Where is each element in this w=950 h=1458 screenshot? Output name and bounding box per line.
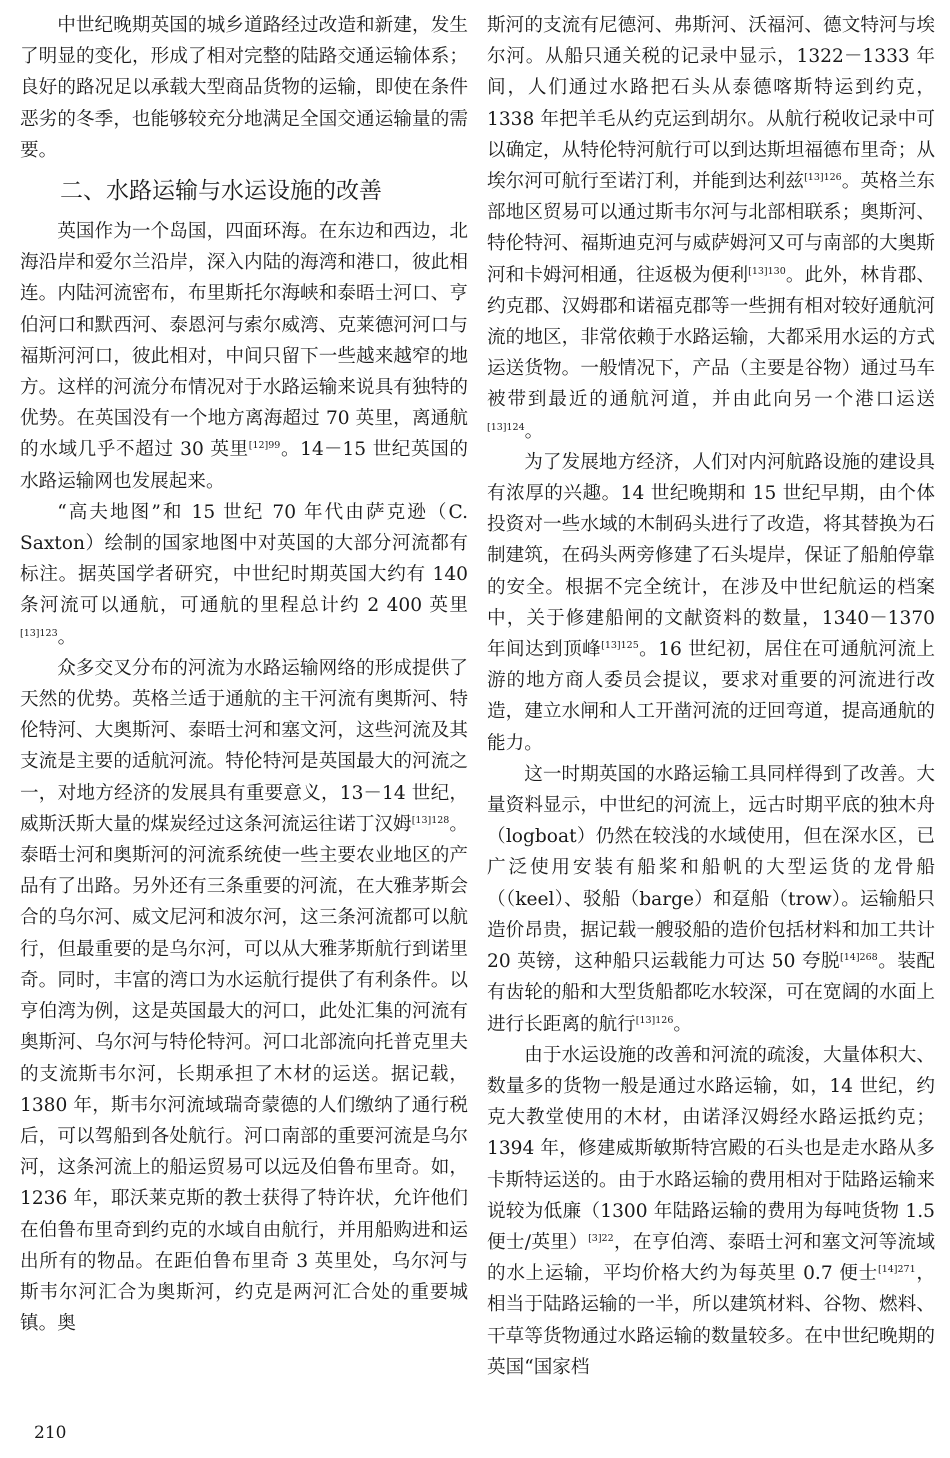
right-column <box>487 10 935 1383</box>
paragraph-ouse-tributaries: 斯河的支流有尼德河、弗斯河、沃福河、德文特河与埃尔河。从船只通关税的记录中显示，1322－1333 年间，人们通过水路把石头从泰德喀斯特运到约克，1338 年把羊毛从约克运到胡尔。从航行税收记录中可以确定，从特伦特河航行可以到达斯坦福德布里奇；从埃尔河可航行至诺汀利，并能到达利兹$^{[13]126}$。英格兰东部地区贸易可以通过斯韦尔河与北部相联系；奥斯河、特伦特河、福斯迪克河与威萨姆河又可与南部的大奥斯河和卡姆河相通，往返极为便利$^{[13]130}$。此外，林肯郡、约克郡、汉姆郡和诺福克郡等一些拥有相对较好通航河流的地区，非常依赖于水路运输，大都采用水运的方式运送货物。一般情况下，产品（主要是谷物）通过马车被带到最近的通航河道，并由此向另一个港口运送$^{[13]124}$。 <box>487 15 935 442</box>
citation: [13]130 <box>748 265 786 277</box>
citation: [13]126 <box>804 172 842 184</box>
paragraph-maps: “高夫地图”和 15 世纪 70 年代由萨克逊（C. Saxton）绘制的国家地图中对英国的大部分河流都有标注。据英国学者研究，中世纪时期英国大约有 140 条河流可以通航，可通航的里程总计约 2 400 英里$^{[13]123}$。 <box>20 501 468 648</box>
citation: [3]22 <box>588 1232 614 1244</box>
citation: [13]123 <box>20 627 58 639</box>
paragraph-river-network: 众多交叉分布的河流为水路运输网络的形成提供了天然的优势。英格兰适于通航的主干河流有奥斯河、特伦特河、大奥斯河、泰晤士河和塞文河，这些河流及其支流是主要的适航河流。特伦特河是英国最大的河流之一，对地方经济的发展具有重要意义，13－14 世纪，威斯沃斯大量的煤炭经过这条河流运往诺丁汉姆$^{[13]128}$。泰晤士河和奥斯河的河流系统使一些主要农业地区的产品有了出路。另外还有三条重要的河流，在大雅茅斯会合的乌尔河、威文尼河和波尔河，这三条河流都可以航行，但最重要的是乌尔河，可以从大雅茅斯航行到诺里奇。同时，丰富的湾口为水运航行提供了有利条件。以亨伯湾为例，这是英国最大的河口，此处汇集的河流有奥斯河、乌尔河与特伦特河。河口北部流向托普克里夫的支流斯韦尔河，长期承担了木材的运送。据记载，1380 年，斯韦尔河流域瑞奇蒙德的人们缴纳了通行税后，可以驾船到各处航行。河口南部的重要河流是乌尔河，这条河流上的船运贸易可以远及伯鲁布里奇。如，1236 年，耶沃莱克斯的教士获得了特许状，允许他们在伯鲁布里奇到约克的水域自由航行，并用船购进和运出所有的物品。在距伯鲁布里奇 3 英里处，乌尔河与斯韦尔河汇合为奥斯河，约克是两河汇合处的重要城镇。奥 <box>20 657 468 1335</box>
left-column <box>20 10 468 1339</box>
paragraph-road-summary: 中世纪晚期英国的城乡道路经过改造和新建，发生了明显的变化，形成了相对完整的陆路交通运输体系；良好的路况足以承载大型商品货物的运输，即使在条件恶劣的冬季，也能够较充分地满足全国交通运输量的需要。 <box>20 15 468 161</box>
citation: [13]126 <box>635 1014 674 1026</box>
page-number: 210 <box>34 1423 67 1443</box>
citation: [14]271 <box>878 1264 916 1276</box>
section-heading: 二、水路运输与水运设施的改善 <box>60 178 382 205</box>
paragraph-water-transport-tools: 这一时期英国的水路运输工具同样得到了改善。大量资料显示，中世纪的河流上，远古时期平底的独木舟（logboat）仍然在较浅的水域使用，但在深水区，已广泛使用安装有船桨和船帆的大型运货的龙骨船（（keel）、驳船（barge）和趸船（trow）。运输船只造价昂贵，据记载一艘驳船的造价包括材料和加工共计 20 英镑，这种船只运载能力可达 50 夸脱$^{[14]268}$。装配有齿轮的船和大型货船都吃水较深，可在宽阔的水面上进行长距离的航行$^{[13]126}$。 <box>487 763 935 1035</box>
citation: [13]128 <box>411 814 450 826</box>
citation: [13]125 <box>601 640 639 652</box>
citation: [14]268 <box>840 952 878 964</box>
paragraph-transport-costs: 由于水运设施的改善和河流的疏浚，大量体积大、数量多的货物一般是通过水路运输，如，14 世纪，约克大教堂使用的木材，由诺泽汉姆经水路运抵约克；1394 年，修建威斯敏斯特宫殿的石头也是走水路从多卡斯特运送的。由于水路运输的费用相对于陆路运输来说较为低廉（1300 年陆路运输的费用为每吨货物 1.5 便士/英里）$^{[3]22}$，在亨伯湾、泰晤士河和塞文河等流域的水上运输，平均价格大约为每英里 0.7 便士$^{[14]271}$，相当于陆路运输的一半，所以建筑材料、谷物、燃料、干草等货物通过水路运输的数量较多。在中世纪晚期的英国“国家档 <box>487 1044 935 1378</box>
paragraph-navigation-facilities: 为了发展地方经济，人们对内河航路设施的建设具有浓厚的兴趣。14 世纪晚期和 15 世纪早期，由个体投资对一些水域的木制码头进行了改造，将其替换为石制建筑，在码头两旁修建了石头堤岸，保证了船舶停靠的安全。根据不完全统计，在涉及中世纪航运的档案中，关于修建船闸的文献资料的数量，1340－1370 年间达到顶峰$^{[13]125}$。16 世纪初，居住在可通航河流上游的地方商人委员会提议，要求对重要的河流进行改造，建立水闸和人工开凿河流的迂回弯道，提高通航的能力。 <box>487 451 935 754</box>
citation: [12]99 <box>248 440 281 452</box>
citation: [13]124 <box>487 421 525 433</box>
paragraph-island-geography: 英国作为一个岛国，四面环海。在东边和西边，北海沿岸和爱尔兰沿岸，深入内陆的海湾和港口，彼此相连。内陆河流密布，布里斯托尔海峡和泰晤士河口、亨伯河口和默西河、泰恩河与索尔威湾、克莱德河河口与福斯河河口，彼此相对，中间只留下一些越来越窄的地方。这样的河流分布情况对于水路运输来说具有独特的优势。在英国没有一个地方离海超过 70 英里，离通航的水域几乎不超过 30 英里$^{[12]99}$。14－15 世纪英国的水路运输网也发展起来。 <box>20 221 469 492</box>
